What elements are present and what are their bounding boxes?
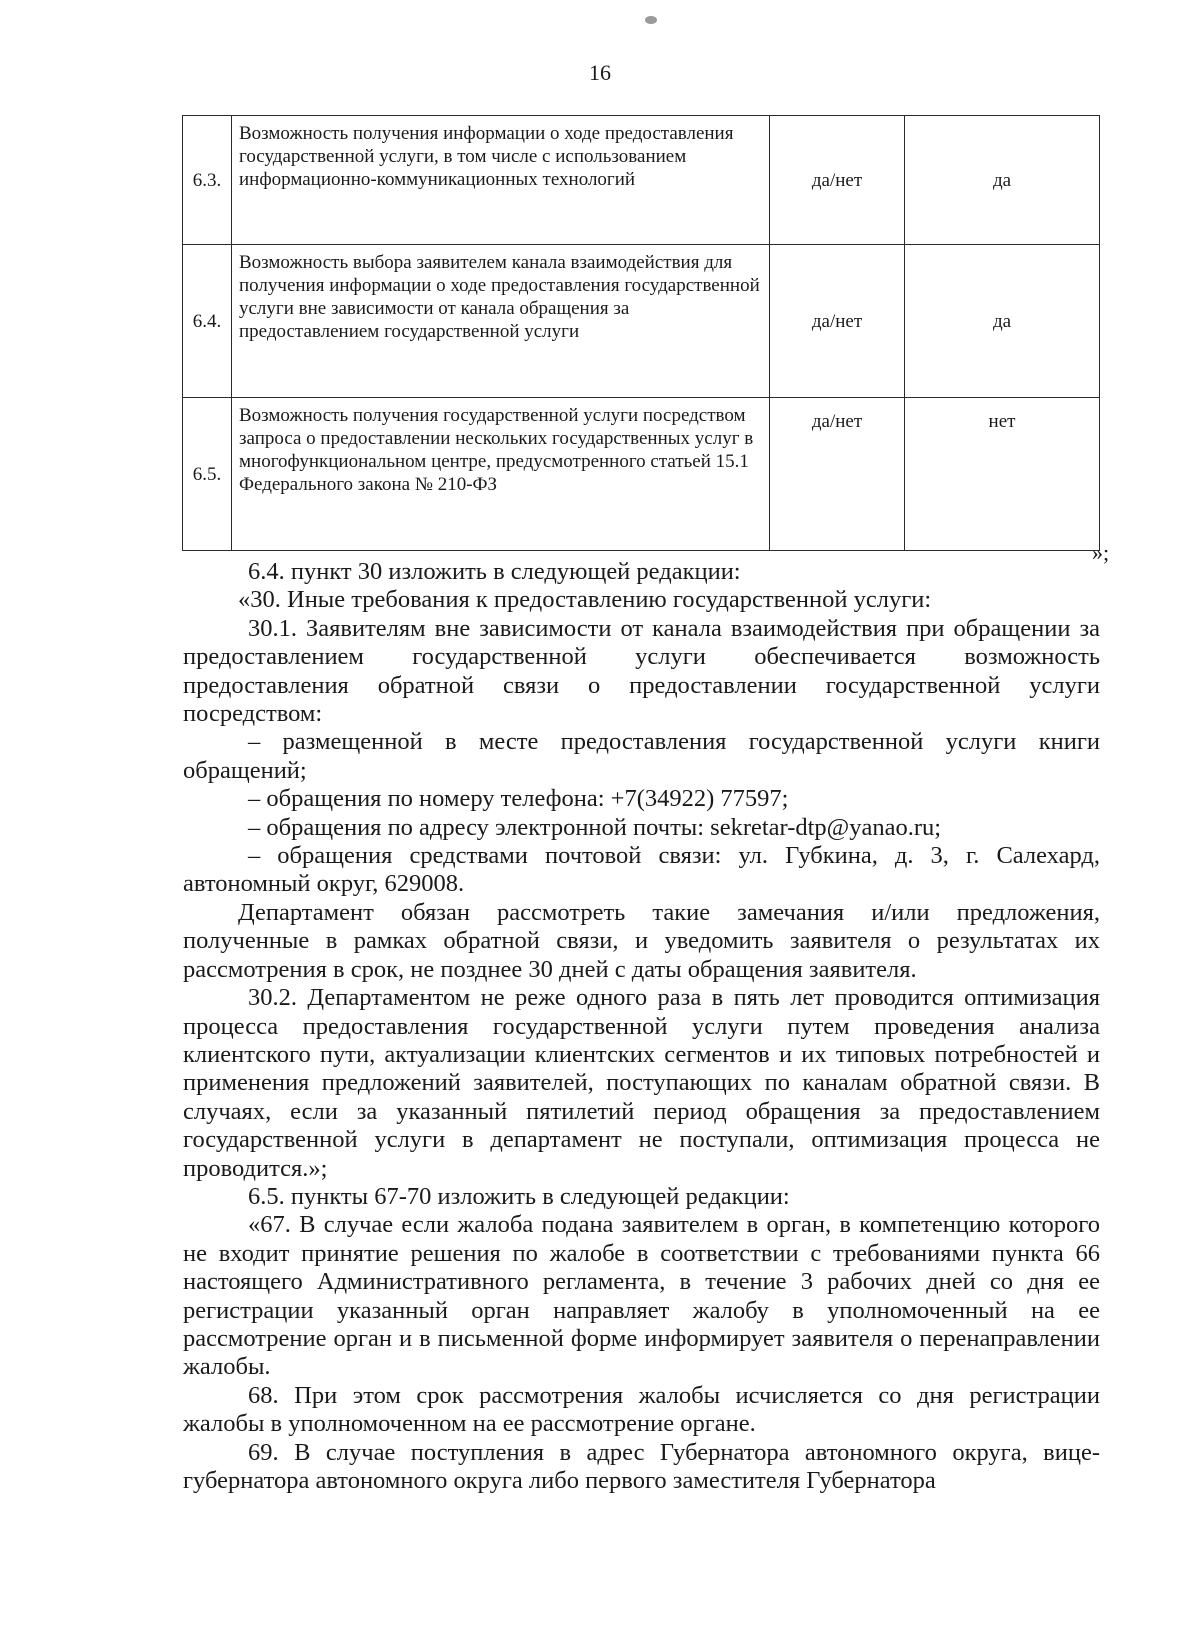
paragraph: «67. В случае если жалоба подана заявителем в орган, в компетенцию которого не входит принятие решения по жалобе в соответствии с требованиями пункта 66 настоящего Административного регламента, в течение 3 рабочих дней со дня ее регистрации указанный орган направляет жалобу в уполномоченный на ее рассмотрение орган и в письменной форме информирует заявителя о перенаправлении жалобы. [183,1211,1100,1381]
list-item: – обращения по номеру телефона: +7(34922) 77597; [248,785,789,813]
row-description: Возможность выбора заявителем канала взаимодействия для получения информации о ходе предоставления государственной услуги вне зависимости от канала обращения за предоставлением государственной услуги [232,245,770,398]
document-body [183,558,1100,1495]
paragraph: 6.4. пункт 30 изложить в следующей редакции: [248,558,741,585]
list-item: – обращения средствами почтовой связи: ул. Губкина, д. 3, г. Салехард, автономный округ, 629008. [183,842,1100,898]
row-description: Возможность получения информации о ходе предоставления государственной услуги, в том числе с использованием информационно-коммуникационных технологий [232,116,770,245]
paragraph: 68. При этом срок рассмотрения жалобы исчисляется со дня регистрации жалобы в уполномоченном на ее рассмотрение органе. [183,1381,1100,1438]
table-row [183,245,1100,398]
row-number: 6.4. [183,245,232,398]
row-value: да/нет [770,116,905,245]
row-number: 6.3. [183,116,232,245]
table-row [183,398,1100,551]
row-result: нет [905,398,1100,551]
row-result: да [905,116,1100,245]
paragraph: Департамент обязан рассмотреть такие замечания и/или предложения, полученные в рамках обратной связи, и уведомить заявителя о результатах их рассмотрения в срок, не позднее 30 дней с даты обращения заявителя. [183,898,1100,983]
paragraph: 30.1. Заявителям вне зависимости от канала взаимодействия при обращении за предоставлением государственной услуги обеспечивается возможность предоставления обратной связи о предоставлении государственной услуги посредством: [183,614,1100,728]
page-number: 16 [589,60,611,85]
paragraph: «30. Иные требования к предоставлению государственной услуги: [238,586,932,614]
row-number: 6.5. [183,398,232,551]
paragraph: 30.2. Департаментом не реже одного раза в пять лет проводится оптимизация процесса предоставления государственной услуги путем проведения анализа клиентского пути, актуализации клиентских сегментов и их типовых потребностей и применения предложений заявителей, поступающих по каналам обратной связи. В случаях, если за указанный пятилетий период обращения за предоставлением государственной услуги в департамент не поступали, оптимизация процесса не проводится.»; [183,984,1100,1182]
list-item: – размещенной в месте предоставления государственной услуги книги обращений; [183,728,1100,784]
row-result: да [905,245,1100,398]
scan-mark [645,16,657,24]
list-item: – обращения по адресу электронной почты: sekretar-dtp@yanao.ru; [248,813,942,841]
row-value: да/нет [770,245,905,398]
table-row [183,116,1100,245]
paragraph: 69. В случае поступления в адрес Губернатора автономного округа, вице-губернатора автономного округа либо первого заместителя Губернатора [183,1438,1100,1494]
paragraph: 6.5. пункты 67-70 изложить в следующей редакции: [248,1182,790,1210]
table-closing-mark: »; [1092,540,1110,565]
row-value: да/нет [770,398,905,551]
row-description: Возможность получения государственной услуги посредством запроса о предоставлении нескольких государственных услуг в многофункциональном центре, предусмотренного статьей 15.1 Федерального закона № 210-ФЗ [232,398,770,551]
criteria-table [182,115,1100,551]
